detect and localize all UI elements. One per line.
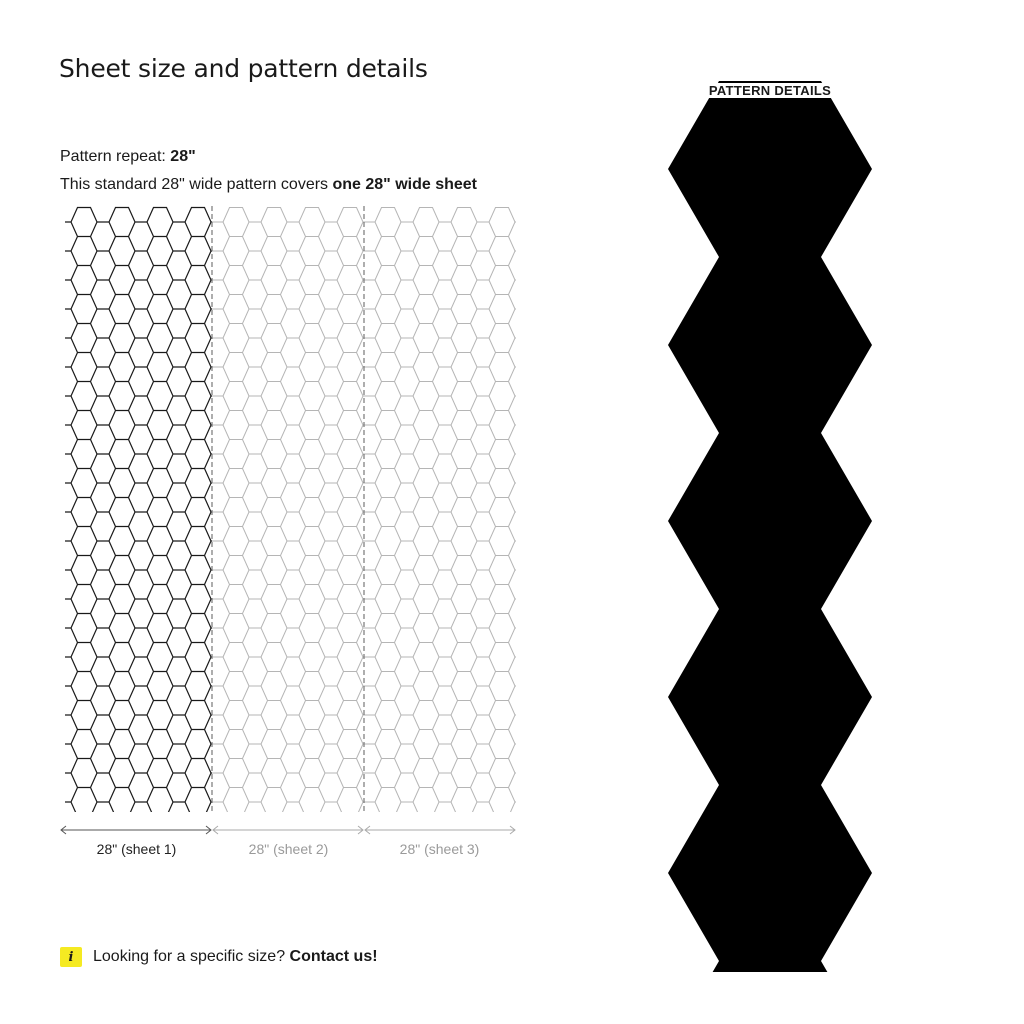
pattern-repeat bbox=[60, 148, 196, 166]
sheet-2-dimension bbox=[213, 826, 363, 834]
sheet-layout-diagram bbox=[60, 206, 520, 838]
info-icon: i bbox=[60, 947, 82, 967]
contact-us-link[interactable]: Contact us! bbox=[289, 948, 378, 965]
sheet2-hex-grid bbox=[179, 208, 407, 839]
coverage-text bbox=[60, 176, 477, 194]
sheet-3-dimension bbox=[365, 826, 515, 834]
sheet-2-pattern bbox=[179, 208, 407, 839]
pattern-detail-diagram bbox=[560, 56, 980, 972]
sheet-1-dimension bbox=[61, 826, 211, 834]
sheet-3-label: 28" (sheet 3) bbox=[399, 841, 480, 857]
page-title: Sheet size and pattern details bbox=[59, 54, 428, 83]
pattern-repeat-label: Pattern repeat: bbox=[60, 148, 166, 165]
footer-text bbox=[93, 948, 378, 966]
sheet-1-label: 28" (sheet 1) bbox=[96, 841, 177, 857]
footer-question: Looking for a specific size? bbox=[93, 948, 290, 965]
detail-hex-grid bbox=[580, 81, 980, 972]
coverage-lead: This standard 28" wide pattern covers bbox=[60, 176, 333, 193]
pattern-repeat-value: 28" bbox=[170, 148, 196, 165]
sheet-2-label: 28" (sheet 2) bbox=[248, 841, 329, 857]
pattern-details-label: PATTERN DETAILS bbox=[690, 83, 850, 98]
coverage-emphasis: one 28" wide sheet bbox=[332, 176, 478, 193]
